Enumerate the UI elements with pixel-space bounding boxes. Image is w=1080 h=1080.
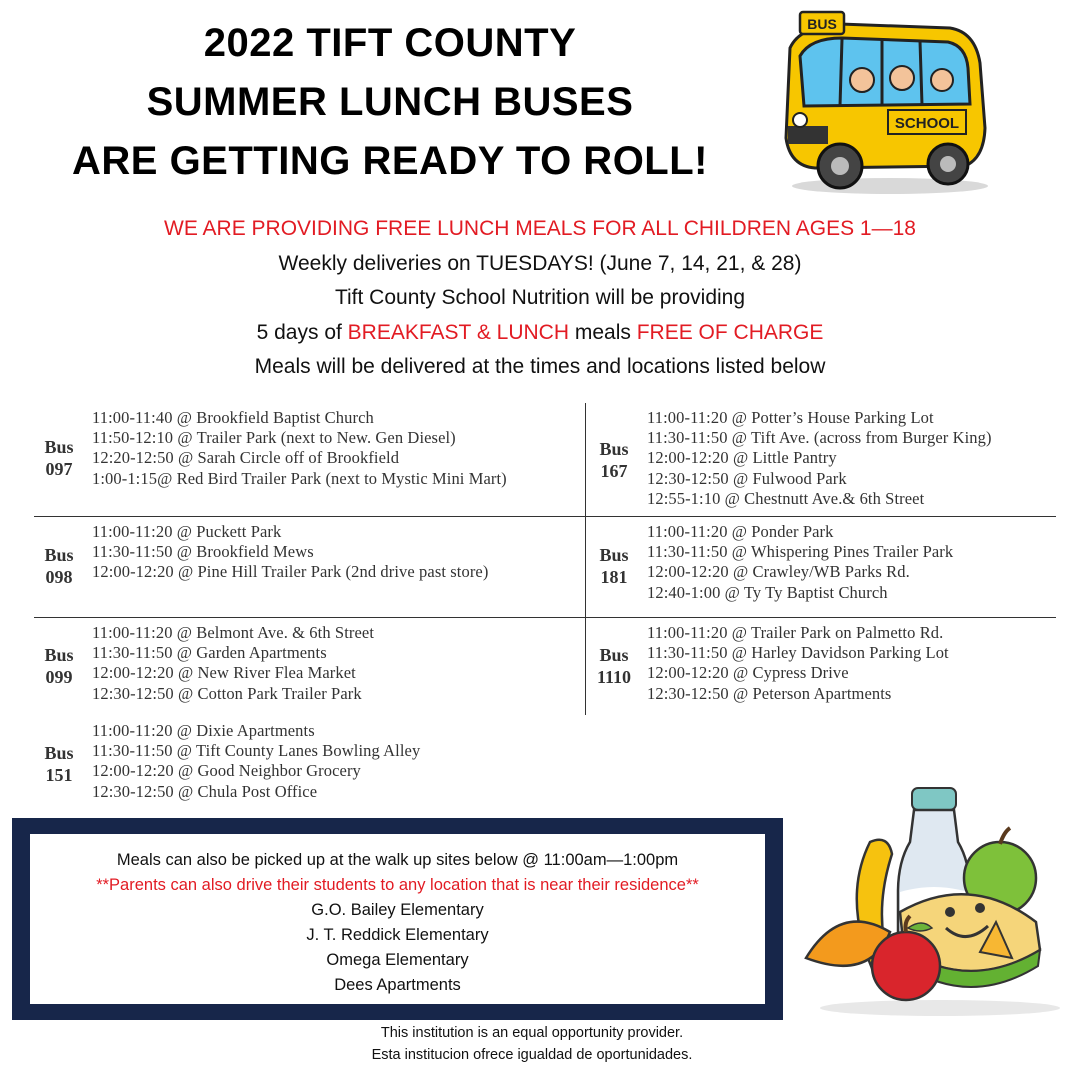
stop-item: 11:00-11:20 @ Trailer Park on Palmetto Rd. [647, 623, 944, 642]
footer-notice [12, 1022, 1052, 1066]
bus-sign-text: BUS [807, 16, 837, 32]
walkup-sites-box [12, 818, 783, 1020]
stop-item: 12:30-12:50 @ Peterson Apartments [647, 683, 892, 703]
lunch-food-illustration [800, 782, 1070, 1018]
stop-item: 11:30-11:50 @ Tift Ave. (across from Burger King) [647, 428, 992, 448]
bus-098-label: Bus 098 [44, 545, 74, 587]
walkup-site-item: Dees Apartments [334, 976, 461, 994]
equal-opportunity-es: Esta institucion ofrece igualdad de oportunidades. [371, 1047, 693, 1063]
page-title [20, 14, 760, 191]
stop-item: 11:00-11:20 @ Potter’s House Parking Lot [647, 408, 934, 427]
stop-item: 11:00-11:20 @ Ponder Park [647, 522, 834, 541]
free-of-charge-highlight: FREE OF CHARGE [636, 320, 824, 344]
bus-167-stops [647, 408, 992, 509]
stop-item: 12:30-12:50 @ Chula Post Office [92, 781, 318, 801]
stop-item: 12:00-12:20 @ Cypress Drive [647, 663, 849, 683]
bus-151-stops [92, 721, 420, 802]
stop-item: 11:00-11:20 @ Belmont Ave. & 6th Street [92, 623, 374, 642]
stop-item: 11:30-11:50 @ Tift County Lanes Bowling Alley [92, 741, 421, 761]
school-bus-illustration [770, 8, 1000, 198]
stop-item: 12:30-12:50 @ Fulwood Park [647, 468, 847, 488]
stop-item: 11:30-11:50 @ Whispering Pines Trailer Park [647, 542, 954, 562]
bus-097-stops [92, 408, 507, 489]
stop-item: 11:30-11:50 @ Brookfield Mews [92, 542, 314, 562]
breakfast-lunch-highlight: BREAKFAST & LUNCH [347, 320, 570, 344]
title-line-1: 2022 TIFT COUNTY [203, 21, 577, 65]
parents-note-text: **Parents can also drive their students to any location that is near their residence** [96, 876, 699, 894]
provider-text: Tift County School Nutrition will be providing [334, 286, 746, 309]
stop-item: 11:50-12:10 @ Trailer Park (next to New. Gen Diesel) [92, 428, 456, 448]
schedule-row-divider-1 [34, 516, 1056, 517]
bus-schedule [0, 400, 1080, 810]
walkup-sites-content [30, 834, 765, 1004]
bus-181-stops [647, 522, 953, 603]
bus-099-label: Bus 099 [44, 645, 74, 687]
title-line-3: ARE GETTING READY TO ROLL! [72, 139, 708, 183]
walkup-site-item: G.O. Bailey Elementary [311, 901, 484, 919]
stop-item: 12:55-1:10 @ Chestnutt Ave.& 6th Street [647, 488, 925, 508]
delivery-note-text: Meals will be delivered at the times and locations listed below [254, 355, 826, 378]
bus-1110-stops [647, 623, 949, 704]
stop-item: 1:00-1:15@ Red Bird Trailer Park (next to Mystic Mini Mart) [92, 468, 507, 488]
bus-181-label: Bus 181 [599, 545, 629, 587]
bus-098-stops [92, 522, 488, 583]
stop-item: 12:00-12:20 @ New River Flea Market [92, 663, 356, 683]
stop-item: 12:00-12:20 @ Little Pantry [647, 448, 837, 468]
title-line-2: SUMMER LUNCH BUSES [146, 80, 634, 124]
schedule-column-divider [585, 403, 586, 715]
weekly-deliveries-text: Weekly deliveries on TUESDAYS! (June 7, 14, 21, & 28) [278, 251, 802, 275]
meals-offer-text [0, 316, 1080, 351]
bus-1110-label: Bus 1110 [596, 645, 631, 687]
stop-item: 12:00-12:20 @ Good Neighbor Grocery [92, 761, 361, 781]
stop-item: 11:00-11:20 @ Dixie Apartments [92, 721, 315, 740]
walkup-site-item: J. T. Reddick Elementary [306, 926, 489, 944]
stop-item: 12:30-12:50 @ Cotton Park Trailer Park [92, 683, 362, 703]
stop-item: 11:30-11:50 @ Garden Apartments [92, 643, 327, 663]
stop-item: 11:00-11:40 @ Brookfield Baptist Church [92, 408, 374, 427]
program-info [0, 212, 1080, 385]
bus-097-label: Bus 097 [44, 437, 74, 479]
free-meals-headline: WE ARE PROVIDING FREE LUNCH MEALS FOR ALL CHILDREN AGES 1—18 [164, 217, 916, 240]
stop-item: 11:30-11:50 @ Harley Davidson Parking Lot [647, 643, 949, 663]
walkup-intro-text: Meals can also be picked up at the walk up sites below @ 11:00am—1:00pm [116, 851, 679, 869]
meals-offer-part-1: 5 days of [256, 320, 348, 344]
schedule-row-divider-2 [34, 617, 1056, 618]
stop-item: 12:00-12:20 @ Pine Hill Trailer Park (2nd drive past store) [92, 562, 489, 582]
walkup-site-item: Omega Elementary [326, 951, 469, 969]
meals-offer-part-2: meals [569, 320, 637, 344]
equal-opportunity-en: This institution is an equal opportunity provider. [380, 1025, 684, 1041]
bus-side-text: SCHOOL [894, 115, 960, 132]
bus-167-label: Bus 167 [599, 439, 629, 481]
stop-item: 12:20-12:50 @ Sarah Circle off of Brookfield [92, 448, 400, 468]
stop-item: 12:40-1:00 @ Ty Ty Baptist Church [647, 582, 888, 602]
bus-099-stops [92, 623, 374, 704]
stop-item: 12:00-12:20 @ Crawley/WB Parks Rd. [647, 562, 910, 582]
bus-151-label: Bus 151 [44, 743, 74, 785]
stop-item: 11:00-11:20 @ Puckett Park [92, 522, 282, 541]
